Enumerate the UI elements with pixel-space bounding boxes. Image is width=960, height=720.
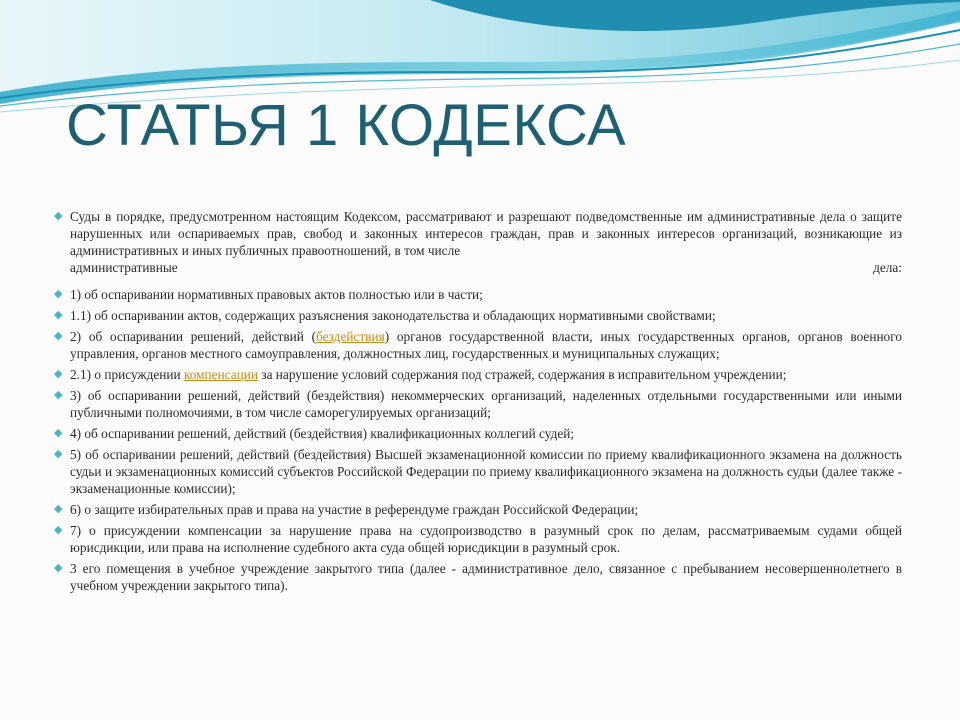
intro-paragraph	[54, 208, 902, 276]
list-item-6	[54, 501, 902, 518]
list-item-text-pre: 2) об оспаривании решений, действий (	[70, 329, 317, 344]
list-item-text: 1.1) об оспаривании актов, содержащих разъяснения законодательства и обладающих нормативными свойствами;	[70, 308, 716, 323]
list-item-text: 7) о присуждении компенсации за нарушение права на судопроизводство в разумный срок по делам, рассматриваемым судами общей юрисдикции, или права на исполнение судебного акта суда общей юрисдикции в разумный срок.	[70, 523, 902, 555]
bullet-icon: ◆	[54, 210, 63, 222]
bullet-icon: ◆	[54, 368, 63, 380]
slide-title: СТАТЬЯ 1 КОДЕКСА	[66, 93, 627, 158]
list-item-text: 4) об оспаривании решений, действий (бездействия) квалификационных коллегий судей;	[70, 426, 575, 441]
list-item-text-post: ) органов государственной власти, иных государственных органов, органов военного управления, органов местного самоуправления, должностных лиц, государственных и муниципальных служащих;	[70, 329, 902, 361]
intro-last-line	[70, 259, 902, 276]
intro-last-right: дела:	[873, 260, 902, 275]
intro-last-left: административные	[70, 260, 178, 275]
list-item-1	[54, 286, 902, 303]
slide-content	[54, 208, 902, 598]
intro-text: Суды в порядке, предусмотренном настоящим Кодексом, рассматривают и разрешают подведомственные им административные дела о защите нарушенных или оспариваемых прав, свобод и законных интересов граждан, прав и законных интересов организаций, возникающие из административных и иных публичных правоотношений, в том числе	[70, 209, 902, 258]
list-item-4	[54, 425, 902, 442]
list-item-text: 5) об оспаривании решений, действий (бездействия) Высшей экзаменационной комиссии по приему квалификационного экзамена на должность судьи и экзаменационных комиссий субъектов Российской Федерации по приему квалификационного экзамена на должность судьи (далее также - экзаменационные комиссии);	[70, 447, 902, 496]
bullet-icon: ◆	[54, 309, 63, 321]
link-bezdeystviya[interactable]: бездействия	[316, 329, 385, 344]
list-item-text: 3 его помещения в учебное учреждение закрытого типа (далее - административное дело, связанное с пребыванием несовершеннолетнего в учебном учреждении закрытого типа).	[70, 561, 902, 593]
list-item-text-post: за нарушение условий содержания под стражей, содержания в исправительном учреждении;	[258, 367, 787, 382]
list-item-text: 3) об оспаривании решений, действий (бездействия) некоммерческих организаций, наделенных отдельными государственными или иными публичными полномочиями, в том числе саморегулируемых организаций;	[70, 388, 902, 420]
bullet-icon: ◆	[54, 427, 63, 439]
list-item-7	[54, 522, 902, 556]
bullet-icon: ◆	[54, 503, 63, 515]
bullet-icon: ◆	[54, 330, 63, 342]
bullet-icon: ◆	[54, 562, 63, 574]
list-item-3	[54, 387, 902, 421]
list-item-text-pre: 2.1) о присуждении	[70, 367, 184, 382]
list-item-last	[54, 560, 902, 594]
bullet-icon: ◆	[54, 389, 63, 401]
link-kompensatsii[interactable]: компенсации	[183, 367, 258, 382]
list-item-2	[54, 328, 902, 362]
bullet-icon: ◆	[54, 288, 63, 300]
list-item-2-1	[54, 366, 902, 383]
list-item-1-1	[54, 307, 902, 324]
list-item-text: 6) о защите избирательных прав и права на участие в референдуме граждан Российской Федерации;	[70, 502, 639, 517]
bullet-icon: ◆	[54, 524, 63, 536]
list-item-text: 1) об оспаривании нормативных правовых актов полностью или в части;	[70, 287, 483, 302]
list-item-5	[54, 446, 902, 497]
bullet-icon: ◆	[54, 448, 63, 460]
